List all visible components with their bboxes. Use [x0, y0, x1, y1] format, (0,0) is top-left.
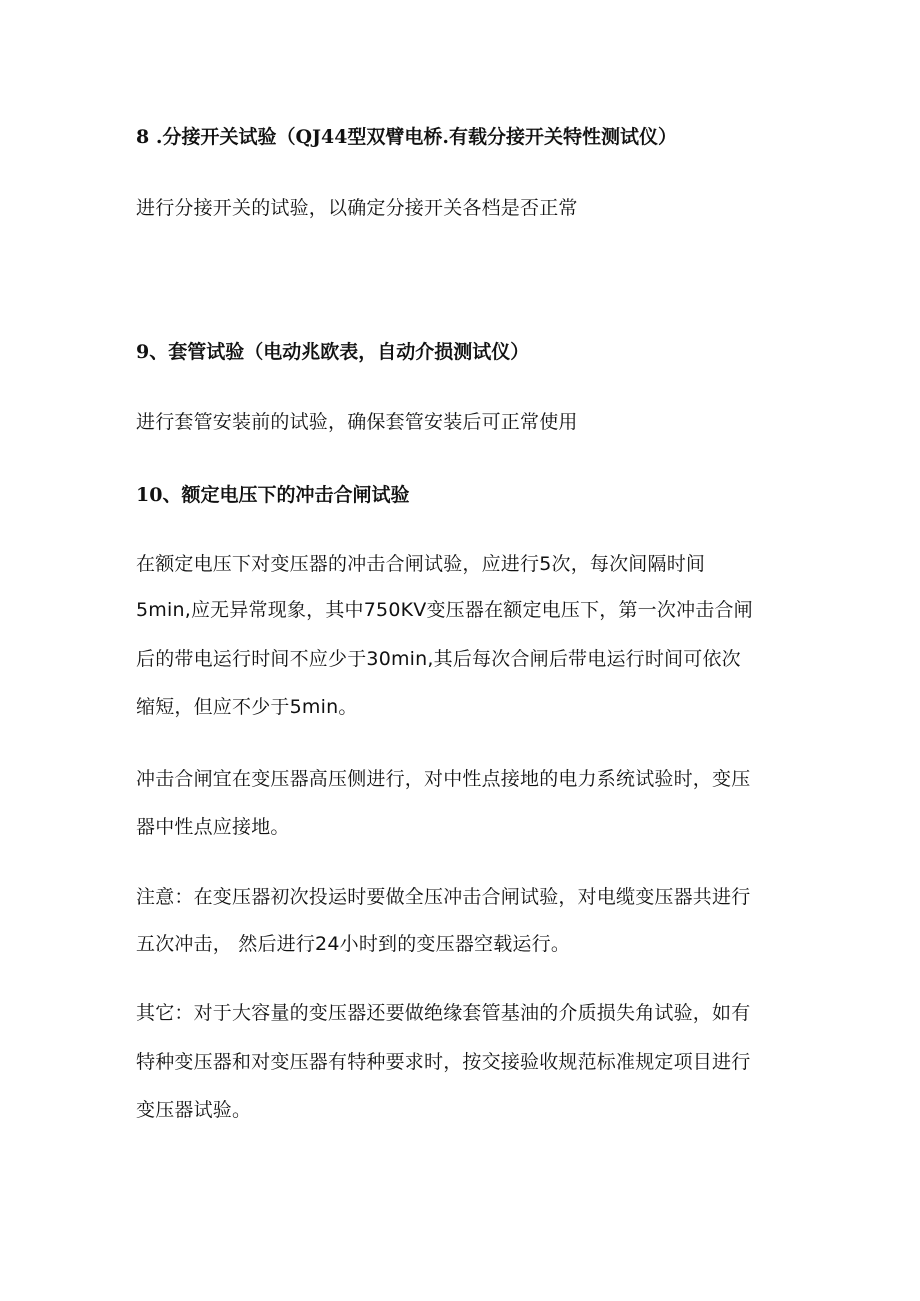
section-10-note-line-1: 注意：在变压器初次投运时要做全压冲击合闸试验，对电缆变压器共进行	[136, 886, 751, 908]
section-10-other-line-1: 其它：对于大容量的变压器还要做绝缘套管基油的介质损失角试验，如有	[136, 1002, 751, 1024]
section-10-other-line-3: 变压器试验。	[136, 1099, 252, 1121]
section-10-note-line-2: 五次冲击， 然后进行24小时到的变压器空载运行。	[136, 933, 571, 955]
section-10-paragraph-2-line-2: 器中性点应接地。	[136, 816, 290, 838]
section-10-paragraph-1-line-3: 后的带电运行时间不应少于30min,其后每次合闸后带电运行时间可依次	[136, 648, 741, 670]
section-heading-10: 10、额定电压下的冲击合闸试验	[136, 484, 410, 506]
section-8-paragraph: 进行分接开关的试验，以确定分接开关各档是否正常	[136, 197, 578, 219]
section-heading-8: 8 .分接开关试验（QJ44型双臂电桥.有载分接开关特性测试仪）	[136, 126, 678, 148]
section-10-paragraph-1-line-2: 5min,应无异常现象，其中750KV变压器在额定电压下，第一次冲击合闸	[136, 599, 753, 621]
section-10-paragraph-1-line-4: 缩短，但应不少于5min。	[136, 696, 358, 718]
section-10-paragraph-2-line-1: 冲击合闸宜在变压器高压侧进行，对中性点接地的电力系统试验时，变压	[136, 768, 751, 790]
section-9-paragraph: 进行套管安装前的试验，确保套管安装后可正常使用	[136, 411, 578, 433]
section-heading-9: 9、套管试验（电动兆欧表，自动介损测试仪）	[136, 341, 530, 363]
section-10-other-line-2: 特种变压器和对变压器有特种要求时，按交接验收规范标准规定项目进行	[136, 1051, 751, 1073]
section-10-paragraph-1-line-1: 在额定电压下对变压器的冲击合闸试验，应进行5次，每次间隔时间	[136, 553, 706, 575]
